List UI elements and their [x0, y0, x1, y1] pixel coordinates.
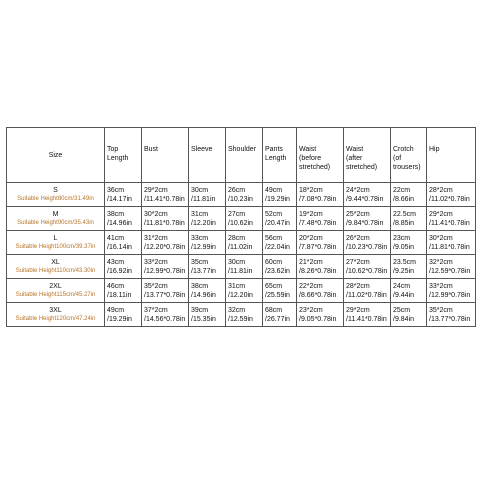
measurement-value: 22cm: [393, 187, 411, 194]
header-label: (after: [346, 155, 363, 162]
measurement-cell: [189, 207, 226, 231]
table-row: [7, 231, 476, 255]
measurement-value: /12.20in: [228, 292, 253, 299]
measurement-cell: [263, 255, 297, 279]
measurement-cell: [297, 303, 344, 327]
measurement-value: /9.84*0.78in: [346, 220, 384, 227]
measurement-cell: [189, 183, 226, 207]
header-label: (of: [393, 155, 402, 162]
measurement-cell: [263, 279, 297, 303]
measurement-cell: [105, 183, 142, 207]
measurement-cell: [105, 207, 142, 231]
measurement-value: /11.81in: [191, 196, 216, 203]
measurement-value: /16.14in: [107, 244, 132, 251]
header-hip: [427, 128, 476, 183]
measurement-value: 31cm: [191, 211, 209, 218]
measurement-value: 35*2cm: [144, 283, 168, 290]
measurement-value: 30*2cm: [144, 211, 168, 218]
measurement-cell: [142, 279, 189, 303]
measurement-value: /10.62*0.78in: [346, 268, 388, 275]
measurement-cell: [105, 303, 142, 327]
measurement-cell: [263, 231, 297, 255]
measurement-value: 29*2cm: [429, 211, 453, 218]
measurement-value: /19.29in: [265, 196, 290, 203]
measurement-cell: [142, 255, 189, 279]
measurement-cell: [391, 231, 427, 255]
measurement-value: /11.02in: [228, 244, 253, 251]
measurement-value: /20.47in: [265, 220, 290, 227]
size-cell: [7, 303, 105, 327]
measurement-cell: [226, 207, 263, 231]
measurement-cell: [427, 207, 476, 231]
header-label: (before: [299, 155, 322, 162]
header-sleeve: [189, 128, 226, 183]
size-rows: [7, 183, 476, 327]
size-label: S: [53, 187, 58, 194]
measurement-value: 24cm: [393, 283, 411, 290]
header-label: Waist: [346, 146, 364, 153]
measurement-value: /25.59in: [265, 292, 290, 299]
measurement-value: 19*2cm: [299, 211, 323, 218]
size-label: 2XL: [49, 283, 62, 290]
measurement-cell: [189, 255, 226, 279]
table-row: [7, 279, 476, 303]
measurement-cell: [189, 279, 226, 303]
measurement-value: /7.08*0.78in: [299, 196, 337, 203]
measurement-value: 35*2cm: [429, 307, 453, 314]
measurement-value: 31*2cm: [144, 235, 168, 242]
suitable-height: Suitable Height100cm/39.37in: [15, 244, 96, 250]
header-label: Crotch: [393, 146, 414, 153]
measurement-value: 33cm: [191, 235, 209, 242]
measurement-value: /8.26*0.78in: [299, 268, 337, 275]
measurement-cell: [105, 255, 142, 279]
table-row: [7, 183, 476, 207]
header-label: Top: [107, 146, 119, 153]
measurement-value: /12.20in: [191, 220, 216, 227]
measurement-value: /9.84in: [393, 316, 415, 323]
measurement-value: /12.20*0.78in: [144, 244, 186, 251]
size-label: 3XL: [49, 307, 62, 314]
measurement-cell: [391, 279, 427, 303]
suitable-height: Suitable Height110cm/43.30in: [15, 268, 96, 274]
header-label: Length: [107, 155, 129, 162]
measurement-value: 38cm: [191, 283, 209, 290]
measurement-value: /26.77in: [265, 316, 290, 323]
measurement-value: /19.29in: [107, 316, 132, 323]
measurement-value: 49cm: [265, 187, 283, 194]
measurement-value: /10.23in: [228, 196, 253, 203]
measurement-cell: [105, 279, 142, 303]
table-row: [7, 255, 476, 279]
measurement-cell: [263, 183, 297, 207]
measurement-value: /10.23*0.78in: [346, 244, 388, 251]
measurement-value: 33*2cm: [144, 259, 168, 266]
measurement-value: 37*2cm: [144, 307, 168, 314]
measurement-value: 22.5cm: [393, 211, 416, 218]
measurement-value: /11.02*0.78in: [429, 196, 470, 203]
measurement-cell: [427, 279, 476, 303]
header-label: Size: [48, 151, 63, 159]
measurement-cell: [391, 255, 427, 279]
measurement-value: 23*2cm: [299, 307, 323, 314]
size-cell: [7, 231, 105, 255]
header-label: Bust: [144, 146, 159, 153]
header-label: Waist: [299, 146, 317, 153]
header-label: stretched): [346, 164, 378, 171]
header-label: trousers): [393, 164, 421, 171]
measurement-cell: [297, 231, 344, 255]
measurement-value: /11.41*0.78in: [429, 220, 470, 227]
measurement-value: 49cm: [107, 307, 125, 314]
measurement-cell: [263, 207, 297, 231]
measurement-value: 39cm: [191, 307, 209, 314]
measurement-value: 21*2cm: [299, 259, 323, 266]
header-bust: [142, 128, 189, 183]
header-pants-length: [263, 128, 297, 183]
size-cell: [7, 255, 105, 279]
measurement-value: 35cm: [191, 259, 209, 266]
measurement-value: /9.44*0.78in: [346, 196, 384, 203]
measurement-cell: [226, 303, 263, 327]
measurement-value: 65cm: [265, 283, 283, 290]
header-top-length: [105, 128, 142, 183]
measurement-value: /22.04in: [265, 244, 290, 251]
measurement-value: 28*2cm: [429, 187, 453, 194]
header-crotch: [391, 128, 427, 183]
measurement-cell: [427, 255, 476, 279]
measurement-value: 23cm: [393, 235, 411, 242]
size-cell: [7, 279, 105, 303]
measurement-value: 28cm: [228, 235, 246, 242]
measurement-value: 33*2cm: [429, 283, 453, 290]
header-label: Shoulder: [228, 146, 257, 153]
header-waist-before: [297, 128, 344, 183]
measurement-value: 20*2cm: [299, 235, 323, 242]
measurement-cell: [391, 207, 427, 231]
size-cell: [7, 183, 105, 207]
measurement-value: 30*2cm: [429, 235, 453, 242]
measurement-value: 41cm: [107, 235, 125, 242]
measurement-value: 31cm: [228, 283, 246, 290]
measurement-cell: [142, 183, 189, 207]
measurement-cell: [226, 255, 263, 279]
measurement-value: 30cm: [191, 187, 209, 194]
header-shoulder: [226, 128, 263, 183]
measurement-cell: [344, 279, 391, 303]
measurement-cell: [189, 231, 226, 255]
measurement-value: 27cm: [228, 211, 246, 218]
measurement-value: /14.96in: [191, 292, 216, 299]
measurement-value: 28*2cm: [346, 283, 370, 290]
header-label: Hip: [429, 146, 440, 153]
measurement-value: /9.05in: [393, 244, 415, 251]
measurement-cell: [297, 183, 344, 207]
measurement-value: /23.62in: [265, 268, 290, 275]
header-label: Length: [265, 155, 287, 162]
measurement-cell: [297, 255, 344, 279]
measurement-value: /12.99*0.78in: [144, 268, 186, 275]
header-waist-after: [344, 128, 391, 183]
measurement-value: 32cm: [228, 307, 246, 314]
measurement-value: /18.11in: [107, 292, 132, 299]
measurement-value: /12.99*0.78in: [429, 292, 471, 299]
measurement-value: 18*2cm: [299, 187, 323, 194]
measurement-value: 26*2cm: [346, 235, 370, 242]
measurement-value: 43cm: [107, 259, 125, 266]
measurement-cell: [226, 231, 263, 255]
measurement-value: /11.81*0.78in: [429, 244, 470, 251]
measurement-value: 68cm: [265, 307, 283, 314]
measurement-value: 27*2cm: [346, 259, 370, 266]
measurement-value: /14.96in: [107, 220, 132, 227]
table-row: [7, 303, 476, 327]
measurement-cell: [427, 231, 476, 255]
measurement-cell: [105, 231, 142, 255]
measurement-value: 22*2cm: [299, 283, 323, 290]
measurement-value: /8.66*0.78in: [299, 292, 337, 299]
header-label: Pants: [265, 146, 283, 153]
measurement-value: /11.41*0.78in: [144, 196, 185, 203]
measurement-value: /11.81*0.78in: [144, 220, 185, 227]
measurement-value: /13.77in: [191, 268, 216, 275]
suitable-height: Suitable Height120cm/47.24in: [15, 316, 96, 322]
measurement-value: /9.44in: [393, 292, 415, 299]
measurement-value: /10.62in: [228, 220, 253, 227]
measurement-value: 32*2cm: [429, 259, 453, 266]
measurement-cell: [142, 207, 189, 231]
measurement-cell: [391, 303, 427, 327]
measurement-value: /9.25in: [393, 268, 415, 275]
measurement-value: /15.35in: [191, 316, 216, 323]
measurement-value: /12.59in: [228, 316, 253, 323]
measurement-value: /8.66in: [393, 196, 415, 203]
measurement-cell: [226, 183, 263, 207]
measurement-value: /9.05*0.78in: [299, 316, 337, 323]
table-row: [7, 207, 476, 231]
measurement-value: /13.77*0.78in: [144, 292, 186, 299]
measurement-value: 56cm: [265, 235, 283, 242]
size-label: M: [52, 211, 59, 218]
measurement-value: 60cm: [265, 259, 283, 266]
measurement-cell: [189, 303, 226, 327]
measurement-value: 29*2cm: [346, 307, 370, 314]
size-chart-table: [6, 127, 476, 327]
measurement-cell: [344, 183, 391, 207]
measurement-value: /13.77*0.78in: [429, 316, 471, 323]
measurement-value: /12.59*0.78in: [429, 268, 471, 275]
measurement-cell: [297, 279, 344, 303]
measurement-cell: [427, 183, 476, 207]
measurement-value: 38cm: [107, 211, 125, 218]
measurement-value: 30cm: [228, 259, 246, 266]
measurement-cell: [142, 303, 189, 327]
measurement-cell: [344, 303, 391, 327]
measurement-value: /14.17in: [107, 196, 132, 203]
size-label: XL: [51, 259, 60, 266]
measurement-cell: [263, 303, 297, 327]
measurement-value: /11.41*0.78in: [346, 316, 387, 323]
measurement-cell: [226, 279, 263, 303]
measurement-cell: [297, 207, 344, 231]
measurement-cell: [344, 255, 391, 279]
measurement-value: /11.02*0.78in: [346, 292, 387, 299]
size-cell: [7, 207, 105, 231]
measurement-value: /16.92in: [107, 268, 132, 275]
size-label: L: [53, 235, 58, 242]
measurement-value: /11.81in: [228, 268, 253, 275]
suitable-height: Suitable Height90cm/35.43in: [17, 220, 94, 226]
header-row: [7, 128, 476, 183]
measurement-value: /14.56*0.78in: [144, 316, 186, 323]
measurement-cell: [427, 303, 476, 327]
measurement-cell: [344, 231, 391, 255]
measurement-value: 25cm: [393, 307, 411, 314]
measurement-value: 36cm: [107, 187, 125, 194]
measurement-value: 29*2cm: [144, 187, 168, 194]
measurement-value: /7.87*0.78in: [299, 244, 337, 251]
measurement-value: /8.85in: [393, 220, 415, 227]
measurement-value: 26cm: [228, 187, 246, 194]
measurement-value: 25*2cm: [346, 211, 370, 218]
suitable-height: Suitable Height80cm/31.49in: [17, 196, 94, 202]
measurement-cell: [391, 183, 427, 207]
measurement-value: 46cm: [107, 283, 125, 290]
header-label: stretched): [299, 164, 331, 171]
suitable-height: Suitable Height115cm/45.27in: [15, 292, 96, 298]
measurement-cell: [142, 231, 189, 255]
measurement-value: /7.48*0.78in: [299, 220, 337, 227]
measurement-cell: [344, 207, 391, 231]
measurement-value: 24*2cm: [346, 187, 370, 194]
measurement-value: 52cm: [265, 211, 283, 218]
measurement-value: /12.99in: [191, 244, 216, 251]
header-size: [7, 128, 105, 183]
header-label: Sleeve: [191, 146, 213, 153]
measurement-value: 23.5cm: [393, 259, 416, 266]
